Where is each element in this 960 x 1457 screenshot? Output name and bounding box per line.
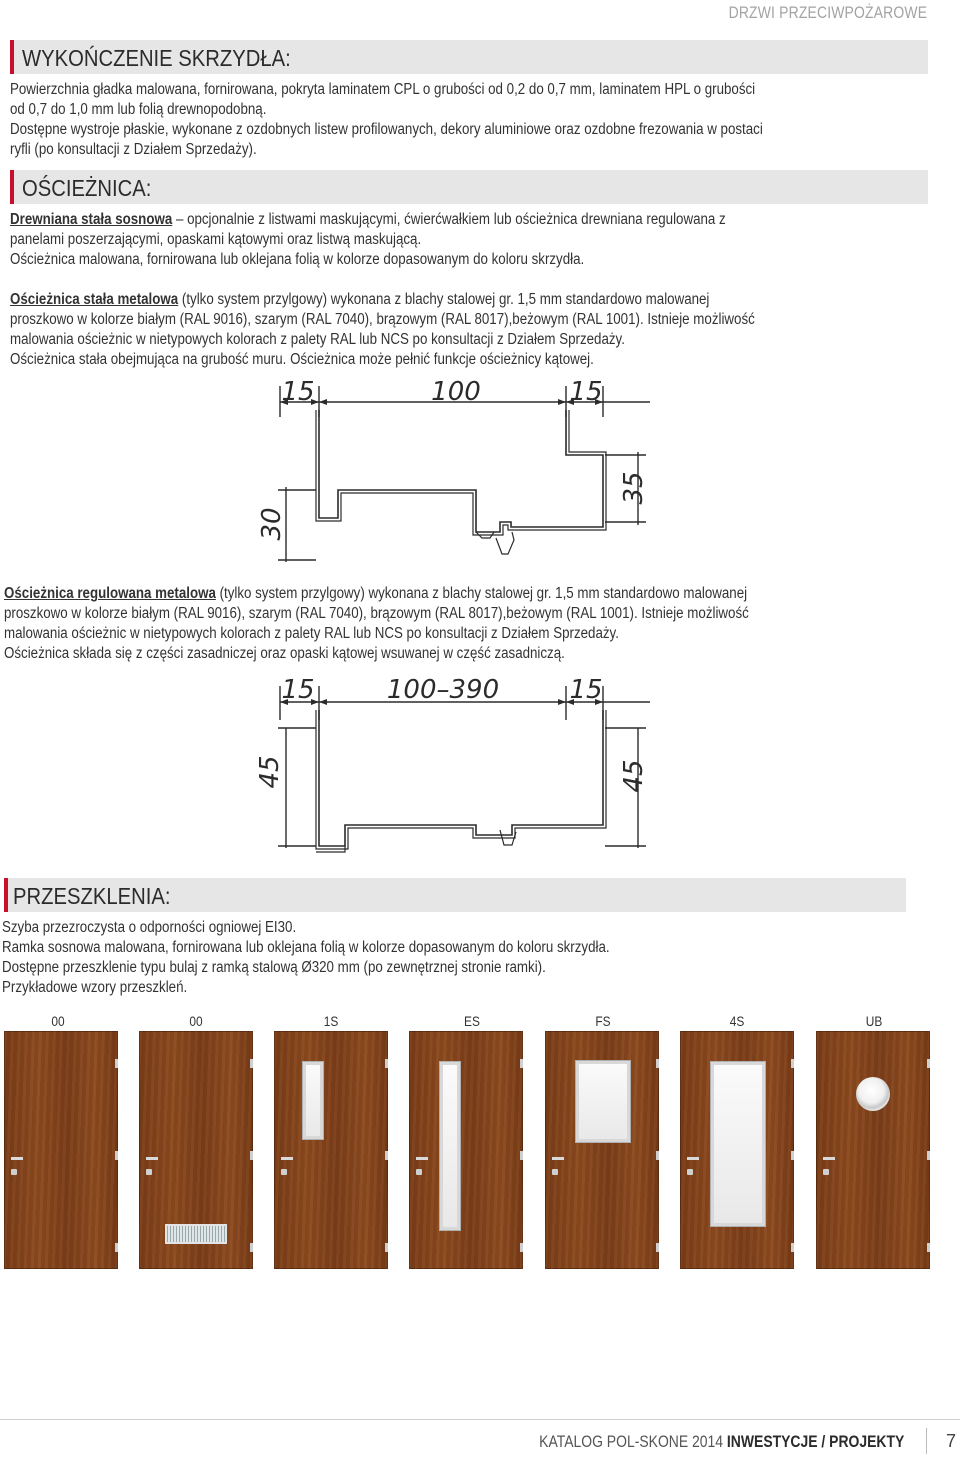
section-title: PRZESZKLENIA: — [13, 883, 171, 909]
lock-icon — [281, 1169, 287, 1175]
door-label: 1S — [323, 1013, 339, 1029]
text-line — [4, 584, 941, 604]
door-image-es — [409, 1031, 523, 1269]
metal-fixed-text — [10, 290, 939, 370]
section-header-przeszklenia — [4, 878, 906, 912]
text-line: proszkowo w kolorze białym (RAL 9016), szarym (RAL 7040), brązowym (RAL 8017),beżowym (RAL 1001). Istnieje możliwość — [10, 311, 755, 328]
porthole-window — [856, 1077, 890, 1111]
handle-icon — [146, 1157, 158, 1160]
handle-icon — [687, 1157, 699, 1160]
przeszklenia-text — [2, 918, 931, 998]
door-label: ES — [464, 1013, 480, 1029]
section-header-wykonczenie — [10, 40, 928, 74]
text-line: ryfli (po konsultacji z Działem Sprzedaży). — [10, 141, 257, 158]
door-image-fs — [545, 1031, 659, 1269]
wykonczenie-text — [10, 80, 939, 160]
door-label: 00 — [51, 1013, 65, 1029]
handle-icon — [552, 1157, 564, 1160]
text-line — [10, 290, 939, 310]
text-line: Dostępne przeszklenie typu bulaj z ramką stalową Ø320 mm (po zewnętrznej stronie ramki). — [2, 959, 546, 976]
handle-icon — [823, 1157, 835, 1160]
door-image-ub — [816, 1031, 930, 1269]
dim-top-right: 15 — [569, 675, 603, 705]
door-image-1s — [274, 1031, 388, 1269]
metal-adjustable-rest: (tylko system przylgowy) wykonana z blachy stalowej gr. 1,5 mm standardowo malowanej — [215, 585, 748, 602]
dim-top-center: 100 — [431, 377, 481, 407]
lock-icon — [687, 1169, 693, 1175]
text-line: od 0,7 do 1,0 mm lub folią drewnopodobną. — [10, 101, 267, 118]
text-line: Ościeżnica składa się z części zasadniczej oraz opaski kątowej wsuwanej w część zasadniczą. — [4, 645, 565, 662]
door-label: FS — [595, 1013, 611, 1029]
metal-fixed-rest: (tylko system przylgowy) wykonana z blachy stalowej gr. 1,5 mm standardowo malowanej — [178, 291, 710, 308]
wood-frame-rest: – opcjonalnie z listwami maskującymi, ćwierćwałkiem lub ościeżnica drewniana regulowana z — [172, 211, 726, 228]
section-accent — [10, 170, 14, 204]
glazing-panel — [576, 1061, 630, 1142]
door-label: 00 — [189, 1013, 203, 1029]
handle-icon — [11, 1157, 23, 1160]
wood-frame-text — [10, 210, 939, 270]
dim-top-left: 15 — [281, 377, 315, 407]
door-image-4s — [680, 1031, 794, 1269]
glazing-panel — [711, 1062, 765, 1226]
adjustable-frame-profile-drawing — [250, 670, 670, 870]
wood-frame-lead: Drewniana stała sosnowa — [10, 211, 173, 228]
door-image-00-vent — [139, 1031, 253, 1269]
fixed-frame-profile-drawing — [250, 372, 670, 572]
dim-left: 30 — [257, 507, 287, 541]
text-line: panelami poszerzającymi, opaskami kątowymi oraz listwą maskującą. — [10, 231, 422, 248]
footer-highlight: INWESTYCJE / PROJEKTY — [726, 1432, 904, 1451]
section-accent — [10, 40, 14, 74]
dim-top-right: 15 — [569, 377, 603, 407]
text-line: Ościeżnica malowana, fornirowana lub oklejana folią w kolorze dopasowanym do koloru skrzydła. — [10, 251, 585, 268]
text-line — [10, 210, 939, 230]
ventilation-grille — [165, 1224, 227, 1244]
dim-top-center: 100–390 — [386, 675, 500, 705]
metal-fixed-lead: Ościeżnica stała metalowa — [10, 291, 179, 308]
door-label: UB — [865, 1013, 883, 1029]
handle-icon — [416, 1157, 428, 1160]
section-header-oscieznica — [10, 170, 928, 204]
dim-top-left: 15 — [281, 675, 315, 705]
text-line: Ramka sosnowa malowana, fornirowana lub oklejana folią w kolorze dopasowanym do koloru skrzydła. — [2, 939, 610, 956]
section-title: WYKOŃCZENIE SKRZYDŁA: — [22, 45, 291, 71]
dim-right: 35 — [619, 471, 649, 505]
lock-icon — [552, 1169, 558, 1175]
handle-icon — [281, 1157, 293, 1160]
page-number: 7 — [946, 1431, 957, 1451]
text-line: malowania ościeżnic w nietypowych kolorach z palety RAL lub NCS po konsultacji z Działem Sprzedaży. — [4, 625, 619, 642]
category-header: DRZWI PRZECIWPOŻAROWE — [728, 3, 927, 22]
footer-catalog — [539, 1432, 904, 1452]
door-image-00 — [4, 1031, 118, 1269]
text-line: Powierzchnia gładka malowana, fornirowana, pokryta laminatem CPL o grubości od 0,2 do 0,7 mm, laminatem HPL o grubości — [10, 81, 756, 98]
text-line: Przykładowe wzory przeszkleń. — [2, 979, 188, 996]
lock-icon — [11, 1169, 17, 1175]
text-line: Ościeżnica stała obejmująca na grubość muru. Ościeżnica może pełnić funkcje ościeżnicy kątowej. — [10, 351, 594, 368]
section-accent — [4, 878, 8, 912]
lock-icon — [416, 1169, 422, 1175]
glazing-panel — [303, 1062, 323, 1139]
glazing-panel — [440, 1062, 460, 1230]
section-title: OŚCIEŻNICA: — [22, 175, 152, 201]
text-line: malowania ościeżnic w nietypowych kolorach z palety RAL lub NCS po konsultacji z Działem Sprzedaży. — [10, 331, 625, 348]
dim-left: 45 — [255, 755, 285, 789]
text-line: Dostępne wystroje płaskie, wykonane z ozdobnych listew profilowanych, dekory aluminiowe oraz ozdobne frezowania w postaci — [10, 121, 763, 138]
text-line: Szyba przezroczysta o odporności ogniowej EI30. — [2, 919, 297, 936]
footer-catalog-name: KATALOG POL-SKONE 2014 — [538, 1432, 723, 1451]
lock-icon — [823, 1169, 829, 1175]
dim-right: 45 — [619, 759, 649, 793]
text-line: proszkowo w kolorze białym (RAL 9016), szarym (RAL 7040), brązowym (RAL 8017),beżowym (RAL 1001). Istnieje możliwość — [4, 605, 749, 622]
metal-adjustable-lead: Ościeżnica regulowana metalowa — [4, 585, 216, 602]
lock-icon — [146, 1169, 152, 1175]
door-label: 4S — [729, 1013, 745, 1029]
footer-separator — [926, 1428, 927, 1454]
metal-adjustable-text — [4, 584, 941, 664]
footer-divider — [0, 1419, 960, 1420]
